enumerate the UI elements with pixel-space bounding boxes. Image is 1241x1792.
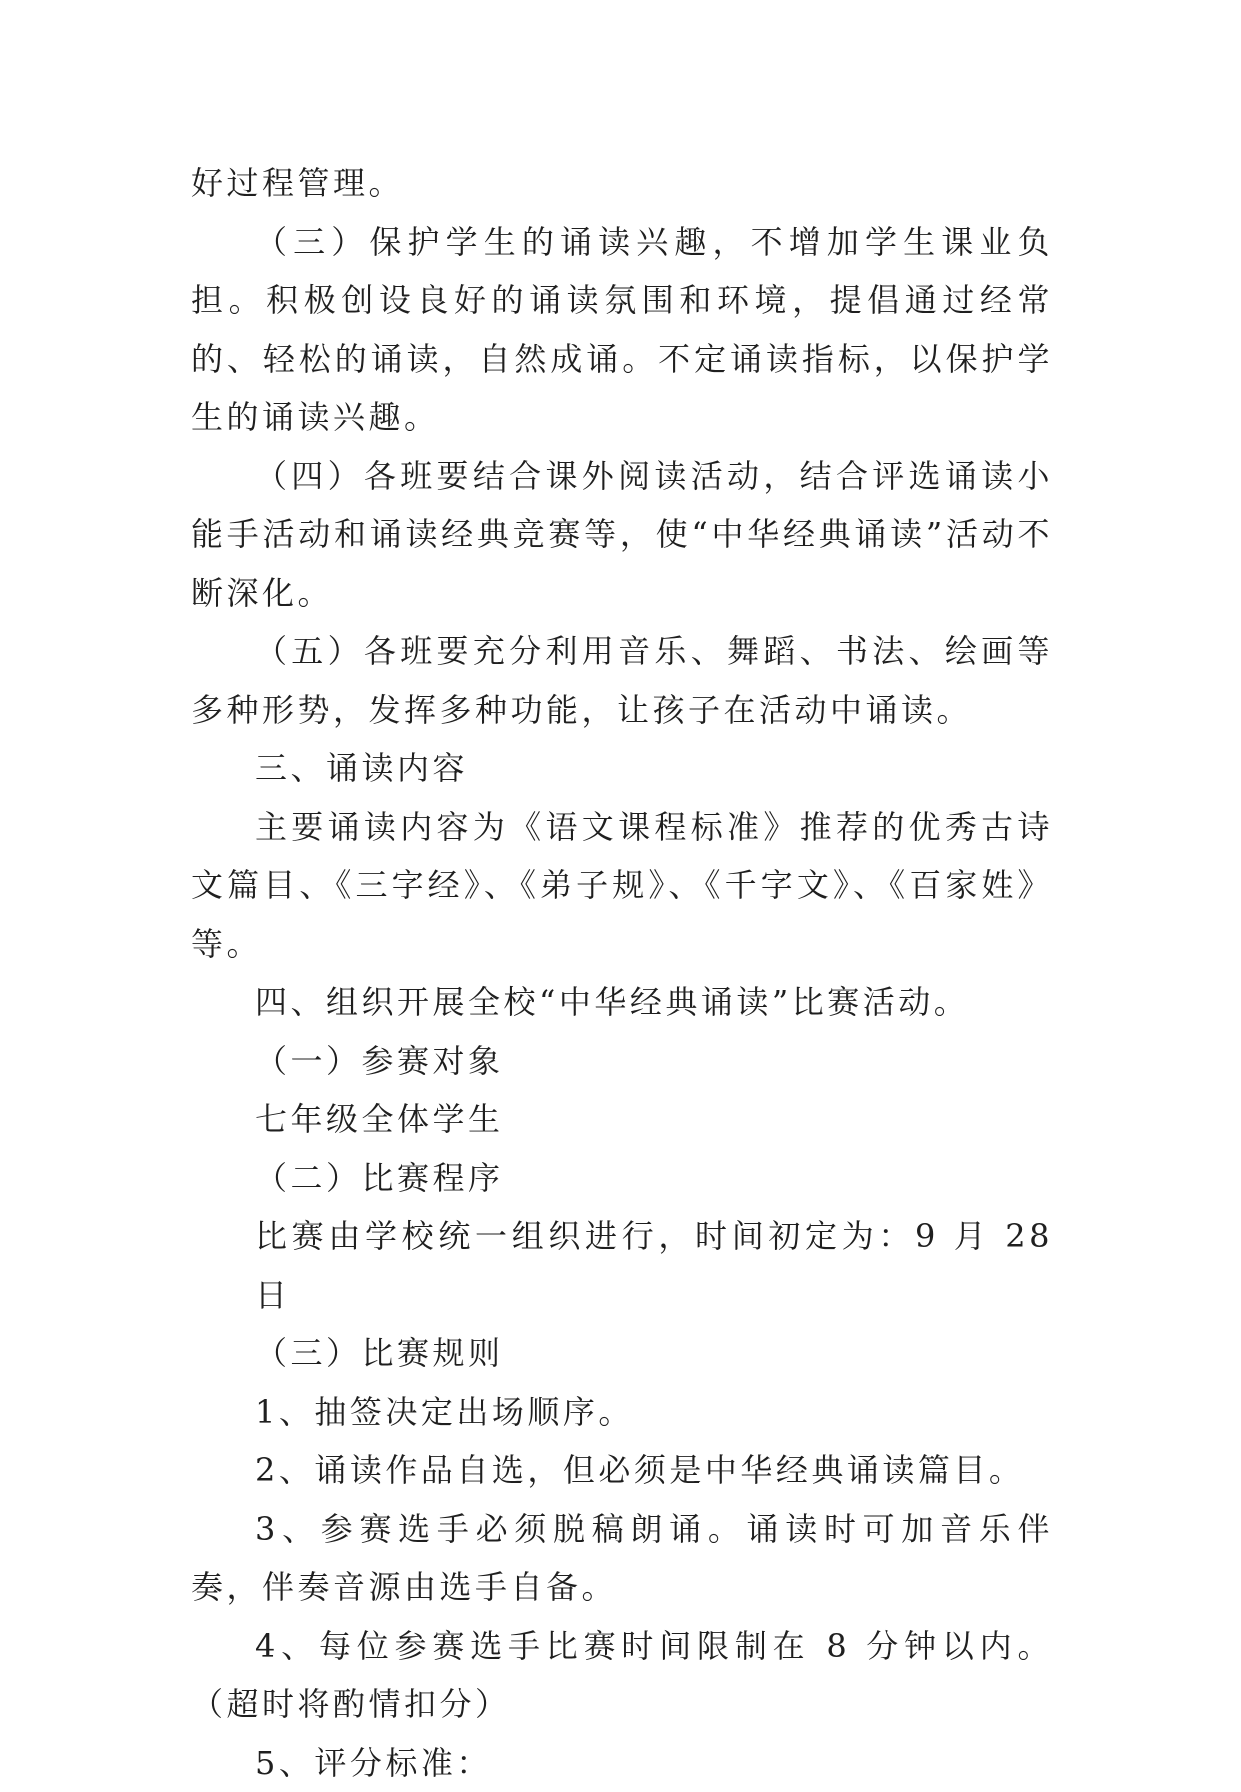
subheading-procedure: （二）比赛程序 <box>191 1149 1053 1208</box>
paragraph-procedure: 比赛由学校统一组织进行，时间初定为：9 月 28 日 <box>191 1207 1053 1324</box>
rule-item-5: 5、评分标准： <box>191 1734 1053 1792</box>
subheading-rules: （三）比赛规则 <box>191 1324 1053 1383</box>
rule-item-2: 2、诵读作品自选，但必须是中华经典诵读篇目。 <box>191 1441 1053 1500</box>
rule-item-3: 3、参赛选手必须脱稿朗诵。诵读时可加音乐伴奏，伴奏音源由选手自备。 <box>191 1500 1053 1617</box>
paragraph-recitation-content: 主要诵读内容为《语文课程标准》推荐的优秀古诗文篇目、《三字经》、《弟子规》、《千字文》、《百家姓》等。 <box>191 798 1053 974</box>
subheading-participants: （一）参赛对象 <box>191 1032 1053 1091</box>
section-heading-competition: 四、组织开展全校“中华经典诵读”比赛活动。 <box>191 973 1053 1032</box>
paragraph-continuation: 好过程管理。 <box>191 154 1053 213</box>
paragraph-item-5: （五）各班要充分利用音乐、舞蹈、书法、绘画等多种形势，发挥多种功能，让孩子在活动中诵读。 <box>191 622 1053 739</box>
paragraph-item-4: （四）各班要结合课外阅读活动，结合评选诵读小能手活动和诵读经典竞赛等，使“中华经典诵读”活动不断深化。 <box>191 447 1053 623</box>
document-body <box>191 154 1053 1792</box>
rule-item-1: 1、抽签决定出场顺序。 <box>191 1383 1053 1442</box>
paragraph-participants: 七年级全体学生 <box>191 1090 1053 1149</box>
paragraph-item-3: （三）保护学生的诵读兴趣，不增加学生课业负担。积极创设良好的诵读氛围和环境，提倡通过经常的、轻松的诵读，自然成诵。不定诵读指标，以保护学生的诵读兴趣。 <box>191 213 1053 447</box>
section-heading-recitation-content: 三、诵读内容 <box>191 739 1053 798</box>
rule-item-4: 4、每位参赛选手比赛时间限制在 8 分钟以内。（超时将酌情扣分） <box>191 1617 1053 1734</box>
